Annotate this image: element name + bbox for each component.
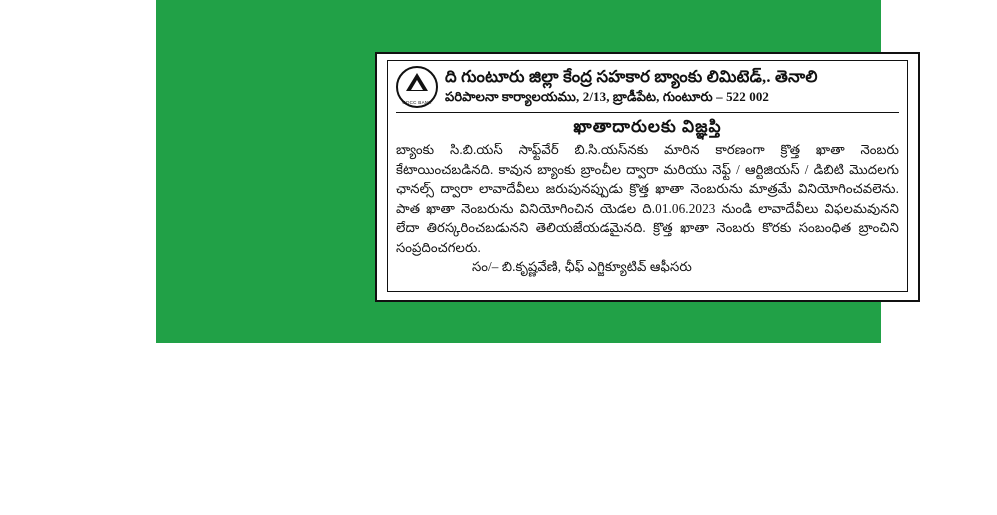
notice-body-text: బ్యాంకు సి.బి.యస్ సాఫ్ట్‌వేర్ బి.సి.యస్‌నకు మారిన కారణంగా క్రొత్త ఖాతా నెంబరు కేటాయించబడినది. కావున బ్యాంకు బ్రాంచీల ద్వారా మరియు నెఫ్ట్ / ఆర్టిజియస్ / డిబిటి మొదలగు ఛానల్స్ ద్వారా లావాదేవీలు జరుపునప్పుడు క్రొత్త ఖాతా నెంబరును మాత్రమే వినియోగించవలెను. పాత ఖాతా నెంబరును వినియోగించిన యెడల ది.01.06.2023 నుండి లావాదేవీలు విఫలమవునని లేదా తిరస్కరించబడునని తెలియజేయడమైనది. క్రొత్త ఖాతా నెంబరు కొరకు సంబంధిత బ్రాంచిని సంప్రదించగలరు. [396, 142, 899, 255]
bank-heading-block [445, 66, 899, 105]
notice-heading: ఖాతాదారులకు విజ్ఞప్తి [573, 117, 722, 136]
bank-address: పరిపాలనా కార్యాలయము, 2/13, బ్రాడీపేట, గుంటూరు – 522 002 [445, 89, 770, 104]
logo-inner-triangle-shape [411, 80, 423, 90]
header-divider [396, 112, 899, 113]
notice-body [396, 140, 899, 277]
green-banner-background [156, 0, 899, 343]
bank-logo [396, 66, 438, 108]
logo-caption: GDCC BANK [402, 100, 432, 105]
bank-title: ది గుంటూరు జిల్లా కేంద్ర సహకార బ్యాంకు లిమిటెడ్,. తెనాలి [445, 67, 818, 86]
notice-signature-row [396, 257, 899, 277]
notice-header [396, 66, 899, 108]
notice-inner-border [387, 60, 908, 292]
notice-signature: సం/– బి.కృష్ణవేణి, ఛీఫ్ ఎగ్జిక్యూటివ్ ఆఫీసరు [472, 259, 692, 274]
notice-card [375, 52, 920, 302]
signature-spacer [396, 257, 466, 277]
